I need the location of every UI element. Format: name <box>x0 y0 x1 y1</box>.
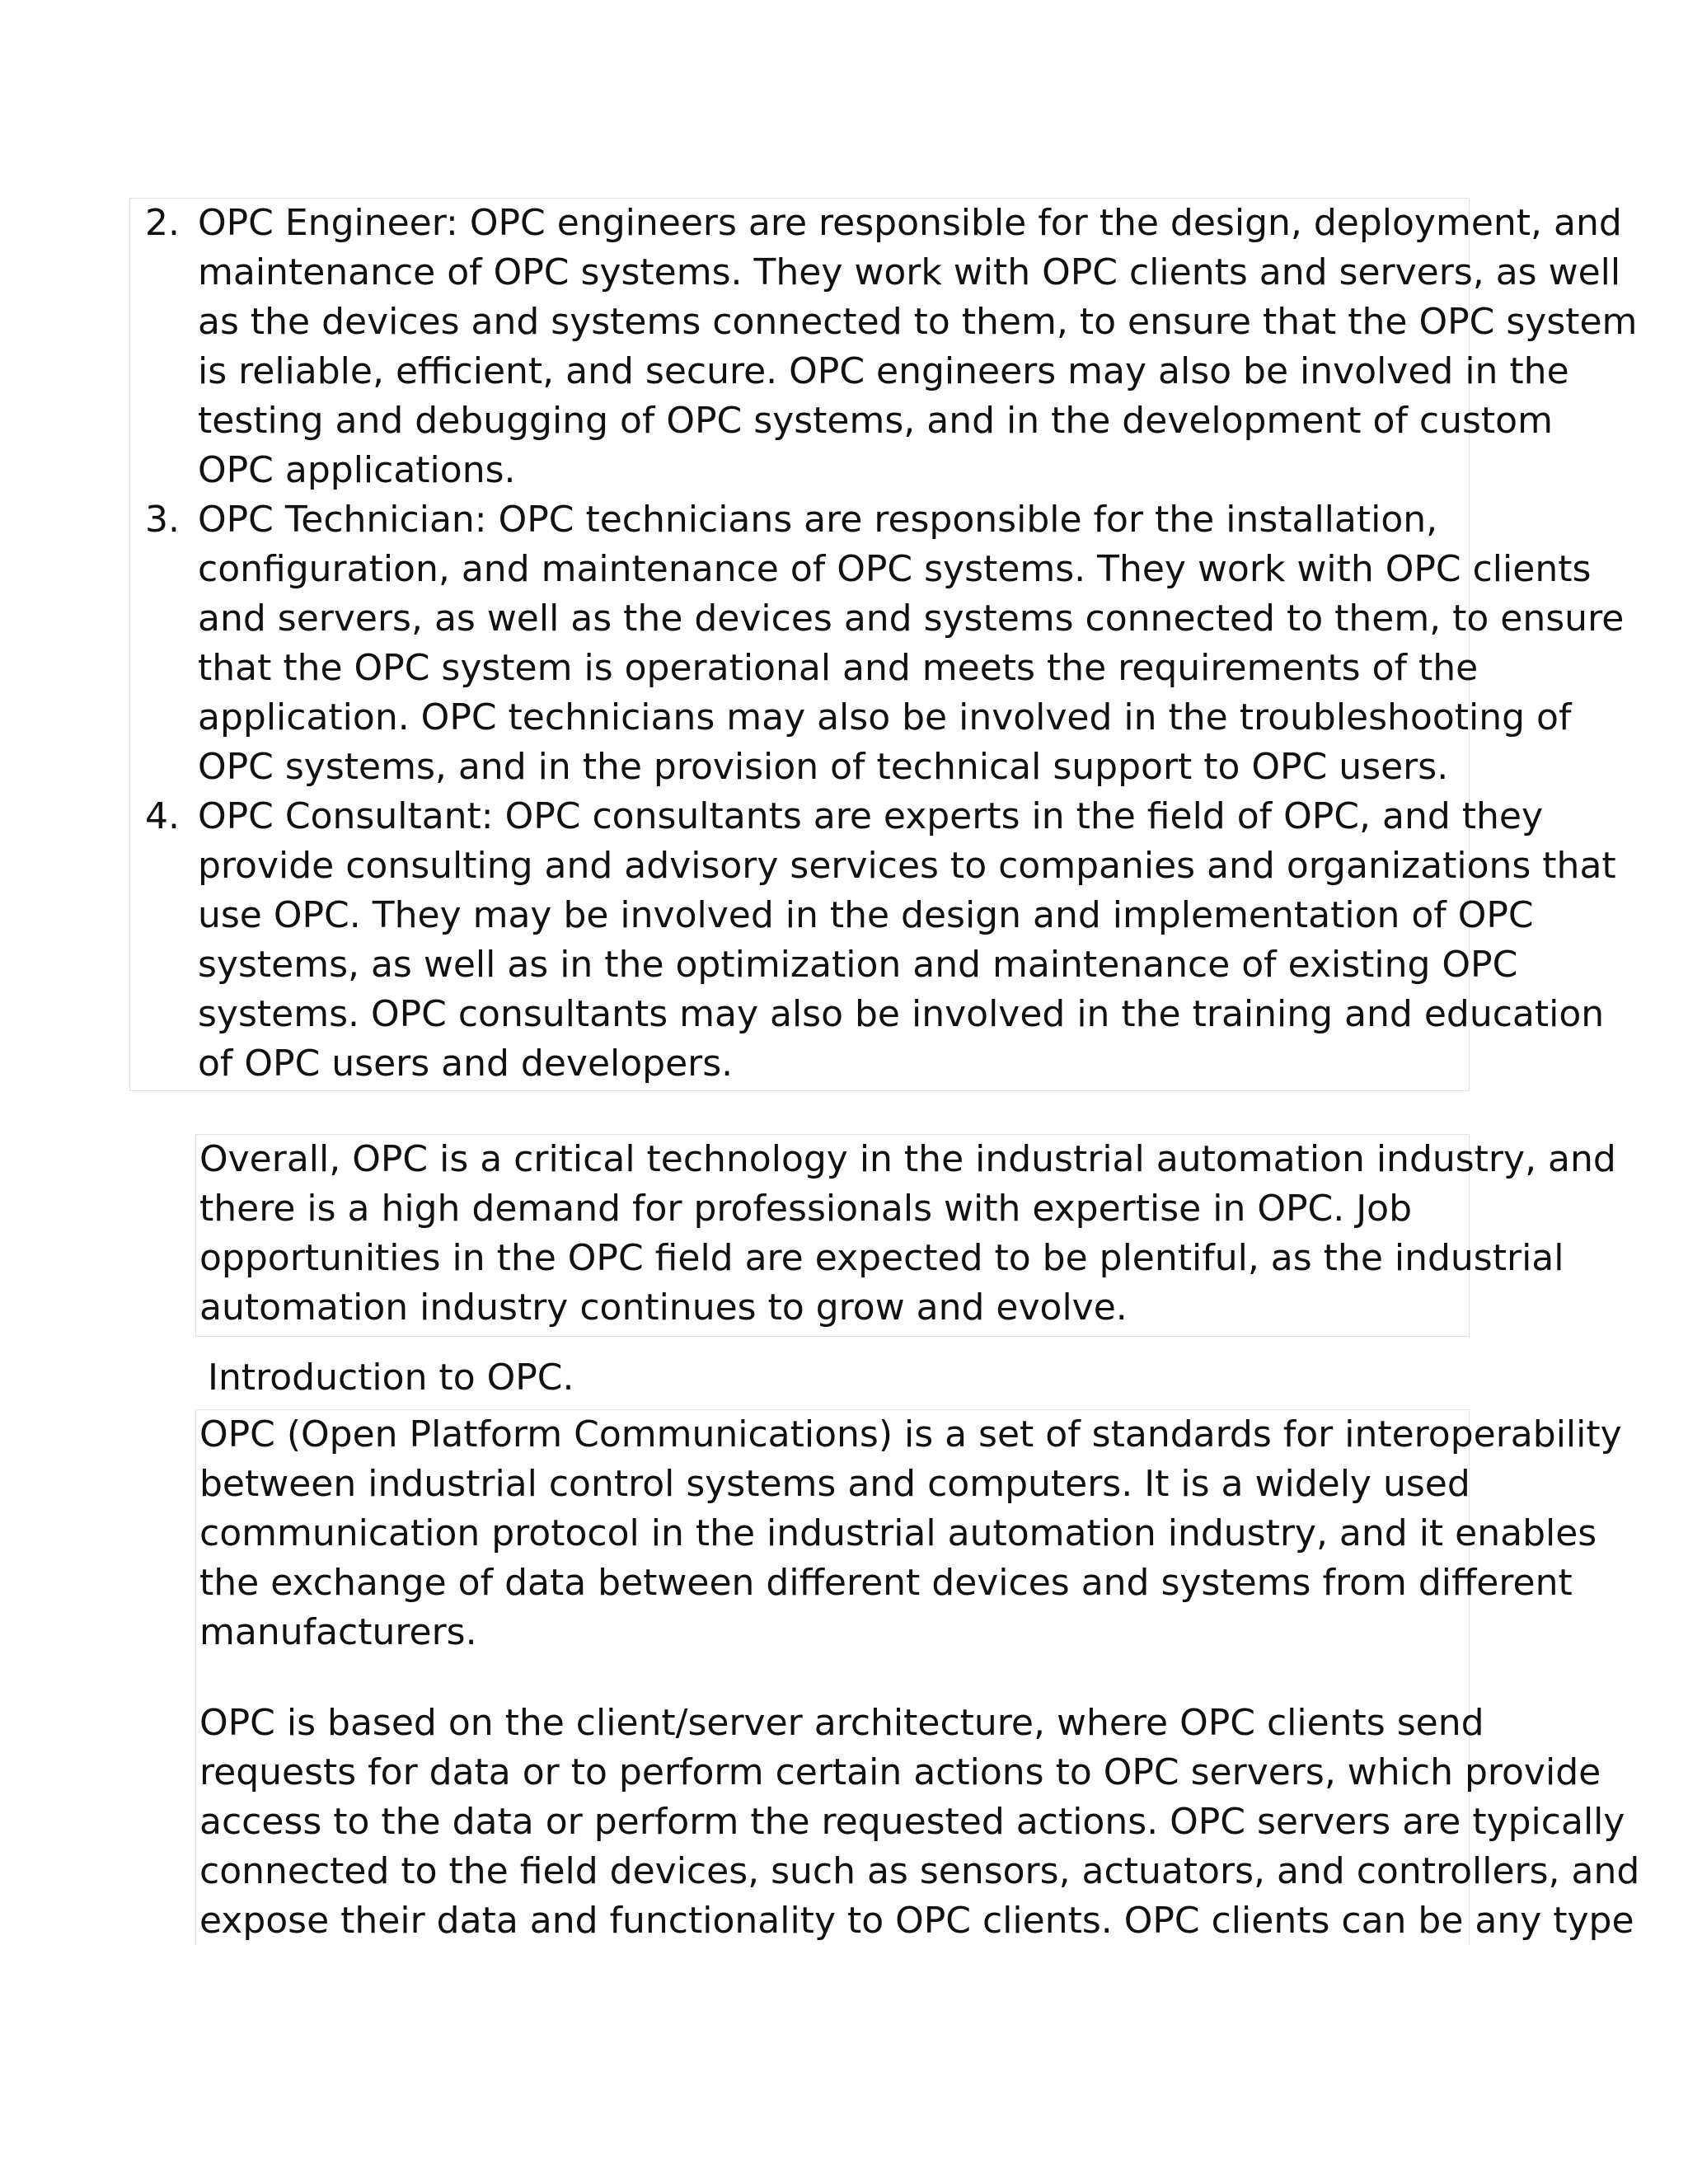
text-line: and servers, as well as the devices and systems connected to them, to ensure <box>198 598 1625 640</box>
intro-paragraph-1 <box>196 1410 1622 1657</box>
list-item <box>130 199 1638 495</box>
text-line: application. OPC technicians may also be involved in the troubleshooting of <box>198 696 1572 738</box>
text-line: there is a high demand for professionals with expertise in OPC. Job <box>199 1188 1413 1230</box>
text-line: the exchange of data between different devices and systems from different <box>199 1562 1573 1604</box>
text-line: testing and debugging of OPC systems, and in the development of custom <box>198 400 1553 442</box>
text-line: OPC is based on the client/server architecture, where OPC clients send <box>199 1702 1484 1744</box>
text-line: systems, as well as in the optimization and maintenance of existing OPC <box>198 944 1518 986</box>
text-line: is reliable, efficient, and secure. OPC engineers may also be involved in the <box>198 350 1569 392</box>
job-roles-list-box <box>129 198 1638 1091</box>
text-line: access to the data or perform the requested actions. OPC servers are typically <box>199 1801 1625 1843</box>
text-line: OPC Engineer: OPC engineers are responsible for the design, deployment, and <box>198 202 1622 244</box>
text-line: communication protocol in the industrial automation industry, and it enables <box>199 1512 1597 1554</box>
section-heading: Introduction to OPC. <box>208 1357 574 1399</box>
text-line: automation industry continues to grow and evolve. <box>199 1286 1128 1329</box>
text-line: expose their data and functionality to OPC clients. OPC clients can be any type <box>199 1900 1634 1942</box>
text-line: systems. OPC consultants may also be involved in the training and education <box>198 993 1605 1035</box>
list-item <box>130 495 1625 792</box>
text-line: OPC (Open Platform Communications) is a set of standards for interoperability <box>199 1413 1622 1455</box>
list-item-text <box>198 792 1616 1089</box>
overall-paragraph-box <box>195 1134 1616 1337</box>
text-line: Overall, OPC is a critical technology in the industrial automation industry, and <box>199 1138 1616 1180</box>
text-line: between industrial control systems and computers. It is a widely used <box>199 1463 1470 1505</box>
text-line: maintenance of OPC systems. They work with OPC clients and servers, as well <box>198 251 1621 293</box>
text-line: use OPC. They may be involved in the design and implementation of OPC <box>198 894 1534 936</box>
text-line: requests for data or to perform certain actions to OPC servers, which provide <box>199 1751 1601 1793</box>
text-line: that the OPC system is operational and meets the requirements of the <box>198 647 1479 689</box>
overall-paragraph <box>196 1135 1616 1333</box>
text-line: of OPC users and developers. <box>198 1043 734 1085</box>
list-item-number: 2. <box>145 202 180 244</box>
list-item-number: 4. <box>145 795 180 837</box>
text-line: connected to the field devices, such as sensors, actuators, and controllers, and <box>199 1850 1640 1892</box>
list-item <box>130 792 1616 1089</box>
text-line: as the devices and systems connected to them, to ensure that the OPC system <box>198 301 1638 343</box>
text-line: manufacturers. <box>199 1611 477 1653</box>
list-item-number: 3. <box>145 499 180 541</box>
list-item-text <box>198 495 1625 792</box>
text-line: provide consulting and advisory services to companies and organizations that <box>198 845 1616 887</box>
job-roles-list <box>130 199 1638 1089</box>
text-line: OPC applications. <box>198 449 516 491</box>
intro-paragraph-2 <box>196 1699 1640 1946</box>
text-line: OPC Consultant: OPC consultants are experts in the field of OPC, and they <box>198 795 1543 837</box>
text-line: OPC systems, and in the provision of technical support to OPC users. <box>198 746 1449 788</box>
introduction-box <box>195 1409 1640 1945</box>
text-line: opportunities in the OPC field are expected to be plentiful, as the industrial <box>199 1237 1564 1279</box>
text-line: OPC Technician: OPC technicians are responsible for the installation, <box>198 499 1438 541</box>
list-item-text <box>198 199 1638 495</box>
text-line: configuration, and maintenance of OPC systems. They work with OPC clients <box>198 548 1592 590</box>
